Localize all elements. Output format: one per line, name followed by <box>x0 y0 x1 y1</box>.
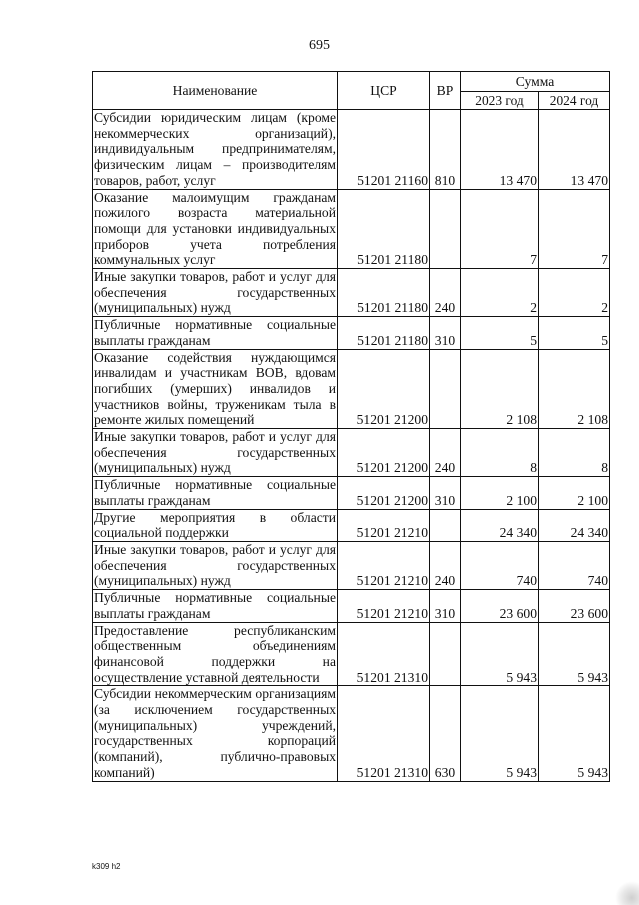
row-name: Оказание малоимущим гражданам пожилого возраста материальной помощи для установки индивидуальных приборов учета потребления коммунальных услуг <box>94 189 336 268</box>
document-code: k309 h2 <box>92 862 121 871</box>
table-row <box>93 622 610 686</box>
table-row <box>93 541 610 589</box>
scan-artifact <box>615 881 639 905</box>
header-row <box>93 72 610 92</box>
row-vr <box>430 189 461 269</box>
row-csr: 51201 21200 <box>338 477 430 509</box>
row-csr: 51201 21210 <box>338 541 430 589</box>
row-csr: 51201 21180 <box>338 189 430 269</box>
row-name: Иные закупки товаров, работ и услуг для обеспечения государственных (муниципальных) нужд <box>94 269 336 316</box>
row-2024: 740 <box>539 541 610 589</box>
row-csr: 51201 21180 <box>338 269 430 317</box>
row-2023: 2 <box>461 269 539 317</box>
table-row <box>93 269 610 317</box>
row-csr: 51201 21310 <box>338 686 430 781</box>
row-vr: 240 <box>430 429 461 477</box>
row-vr: 240 <box>430 269 461 317</box>
row-2024: 24 340 <box>539 509 610 541</box>
header-year-2023: 2023 год <box>461 92 539 110</box>
row-2023: 13 470 <box>461 110 539 190</box>
row-2024: 2 108 <box>539 349 610 429</box>
row-name: Публичные нормативные социальные выплаты гражданам <box>94 477 336 508</box>
table-row <box>93 429 610 477</box>
table-row <box>93 349 610 429</box>
row-2023: 2 108 <box>461 349 539 429</box>
row-name: Субсидии юридическим лицам (кроме некоммерческих организаций), индивидуальным предпринимателям, физическим лицам – производителям товаров, работ, услуг <box>94 110 336 188</box>
row-2023: 5 <box>461 317 539 349</box>
row-vr: 810 <box>430 110 461 190</box>
row-csr: 51201 21210 <box>338 590 430 622</box>
row-csr: 51201 21310 <box>338 622 430 686</box>
row-csr: 51201 21210 <box>338 509 430 541</box>
row-csr: 51201 21200 <box>338 349 430 429</box>
row-vr <box>430 622 461 686</box>
row-csr: 51201 21200 <box>338 429 430 477</box>
row-2024: 13 470 <box>539 110 610 190</box>
row-name: Субсидии некоммерческим организациям (за исключением государственных (муниципальных) учреждений, государственных корпораций (компаний), публично-правовых компаний) <box>94 686 336 780</box>
row-2023: 23 600 <box>461 590 539 622</box>
row-vr: 630 <box>430 686 461 781</box>
row-vr <box>430 509 461 541</box>
row-2024: 5 <box>539 317 610 349</box>
row-2024: 8 <box>539 429 610 477</box>
row-vr: 310 <box>430 477 461 509</box>
row-2023: 2 100 <box>461 477 539 509</box>
table-row <box>93 477 610 509</box>
row-2024: 2 <box>539 269 610 317</box>
row-2023: 24 340 <box>461 509 539 541</box>
row-name: Предоставление республиканским общественным объединениям финансовой поддержки на осуществление уставной деятельности <box>94 622 336 685</box>
row-vr: 310 <box>430 317 461 349</box>
table-row <box>93 110 610 190</box>
row-2023: 8 <box>461 429 539 477</box>
row-2024: 5 943 <box>539 686 610 781</box>
header-sum: Сумма <box>461 72 610 92</box>
row-name: Публичные нормативные социальные выплаты гражданам <box>94 590 336 621</box>
row-vr <box>430 349 461 429</box>
row-vr: 310 <box>430 590 461 622</box>
row-2023: 5 943 <box>461 622 539 686</box>
header-csr: ЦСР <box>338 72 430 110</box>
row-name: Оказание содействия нуждающимся инвалидам и участникам ВОВ, вдовам погибших (умерших) инвалидов и участников войны, труженикам тыла в ремонте жилых помещений <box>94 349 336 428</box>
row-name: Другие мероприятия в области социальной поддержки <box>94 509 336 541</box>
row-csr: 51201 21180 <box>338 317 430 349</box>
row-name: Иные закупки товаров, работ и услуг для обеспечения государственных (муниципальных) нужд <box>94 429 336 476</box>
row-2024: 23 600 <box>539 590 610 622</box>
row-2024: 7 <box>539 189 610 269</box>
row-2023: 7 <box>461 189 539 269</box>
row-vr: 240 <box>430 541 461 589</box>
row-2023: 740 <box>461 541 539 589</box>
row-2024: 5 943 <box>539 622 610 686</box>
row-2023: 5 943 <box>461 686 539 781</box>
table-row <box>93 189 610 269</box>
header-vr: ВР <box>430 72 461 110</box>
table-row <box>93 509 610 541</box>
row-name: Публичные нормативные социальные выплаты гражданам <box>94 317 336 348</box>
page-number: 695 <box>309 38 330 53</box>
table-row <box>93 590 610 622</box>
table-row <box>93 686 610 781</box>
budget-table <box>92 71 610 782</box>
row-2024: 2 100 <box>539 477 610 509</box>
row-name: Иные закупки товаров, работ и услуг для обеспечения государственных (муниципальных) нужд <box>94 541 336 589</box>
table-row <box>93 317 610 349</box>
header-name: Наименование <box>93 72 338 110</box>
row-csr: 51201 21160 <box>338 110 430 190</box>
header-year-2024: 2024 год <box>539 92 610 110</box>
